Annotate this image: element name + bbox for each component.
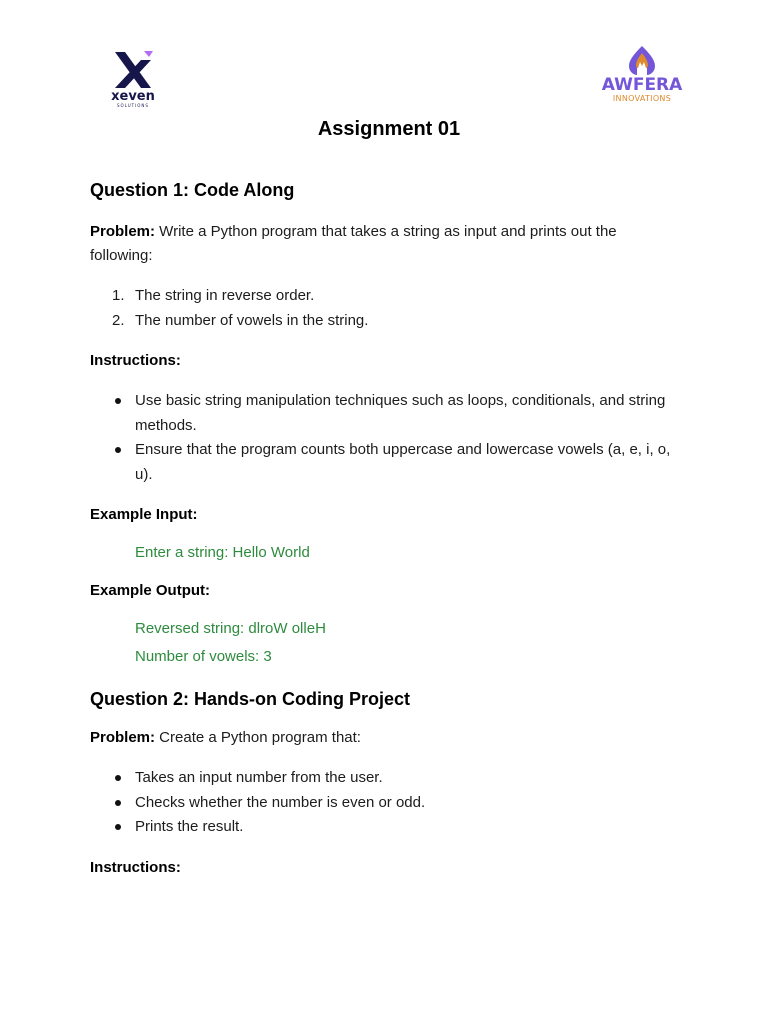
question-1-ordered-list <box>90 284 680 333</box>
question-1-heading: Question 1: Code Along <box>90 180 295 200</box>
list-item-text: Ensure that the program counts both uppercase and lowercase vowels (a, e, i, o, u). <box>135 441 671 483</box>
example-output-line: Number of vowels: 3 <box>135 648 272 665</box>
problem-text: Create a Python program that: <box>155 729 361 746</box>
bullet-icon <box>115 447 121 453</box>
xeven-logo <box>97 50 169 118</box>
bullet-icon <box>115 775 121 781</box>
list-item <box>90 309 680 334</box>
list-item <box>90 766 680 791</box>
list-item-text: Takes an input number from the user. <box>135 769 383 786</box>
question-2-problem <box>90 726 680 750</box>
problem-text: Write a Python program that takes a string as input and prints out the following: <box>90 223 617 264</box>
example-input-line: Enter a string: Hello World <box>135 544 310 561</box>
bullet-icon <box>115 398 121 404</box>
problem-label: Problem: <box>90 223 156 240</box>
list-number: 2. <box>112 311 125 329</box>
question-2-heading: Question 2: Hands-on Coding Project <box>90 689 411 709</box>
awfera-wordmark: AWFERA <box>601 75 683 95</box>
xeven-x-mark-icon <box>111 50 155 90</box>
list-item-text: Use basic string manipulation techniques such as loops, conditionals, and string methods. <box>135 392 666 434</box>
list-item <box>90 791 680 816</box>
example-input-label: Example Input: <box>90 506 198 523</box>
question-1-instructions-label: Instructions: <box>90 352 181 369</box>
list-item <box>90 284 680 309</box>
question-1-problem <box>90 220 680 268</box>
bullet-icon <box>115 800 121 806</box>
list-item <box>90 815 680 840</box>
list-item-text: Prints the result. <box>135 818 244 835</box>
question-2-list <box>90 766 680 840</box>
list-item-text: The number of vowels in the string. <box>135 311 369 329</box>
document-body <box>90 176 680 880</box>
list-item <box>90 389 680 438</box>
example-output-label: Example Output: <box>90 582 211 599</box>
awfera-tagline: INNOVATIONS <box>612 94 672 103</box>
problem-label: Problem: <box>90 729 156 746</box>
xeven-wordmark: xeven <box>111 89 155 104</box>
question-1-instructions-list <box>90 389 680 487</box>
question-2-instructions-label: Instructions: <box>90 858 181 876</box>
example-output-line: Reversed string: dlroW olleH <box>135 620 326 637</box>
list-item-text: The string in reverse order. <box>135 287 315 304</box>
xeven-tagline: SOLUTIONS <box>117 103 149 108</box>
page-title: Assignment 01 <box>317 118 461 140</box>
list-item-text: Checks whether the number is even or odd. <box>135 793 426 811</box>
list-item <box>90 438 680 487</box>
awfera-flame-icon <box>625 44 659 76</box>
awfera-logo <box>600 44 684 108</box>
bullet-icon <box>115 824 121 830</box>
list-number: 1. <box>112 287 125 304</box>
